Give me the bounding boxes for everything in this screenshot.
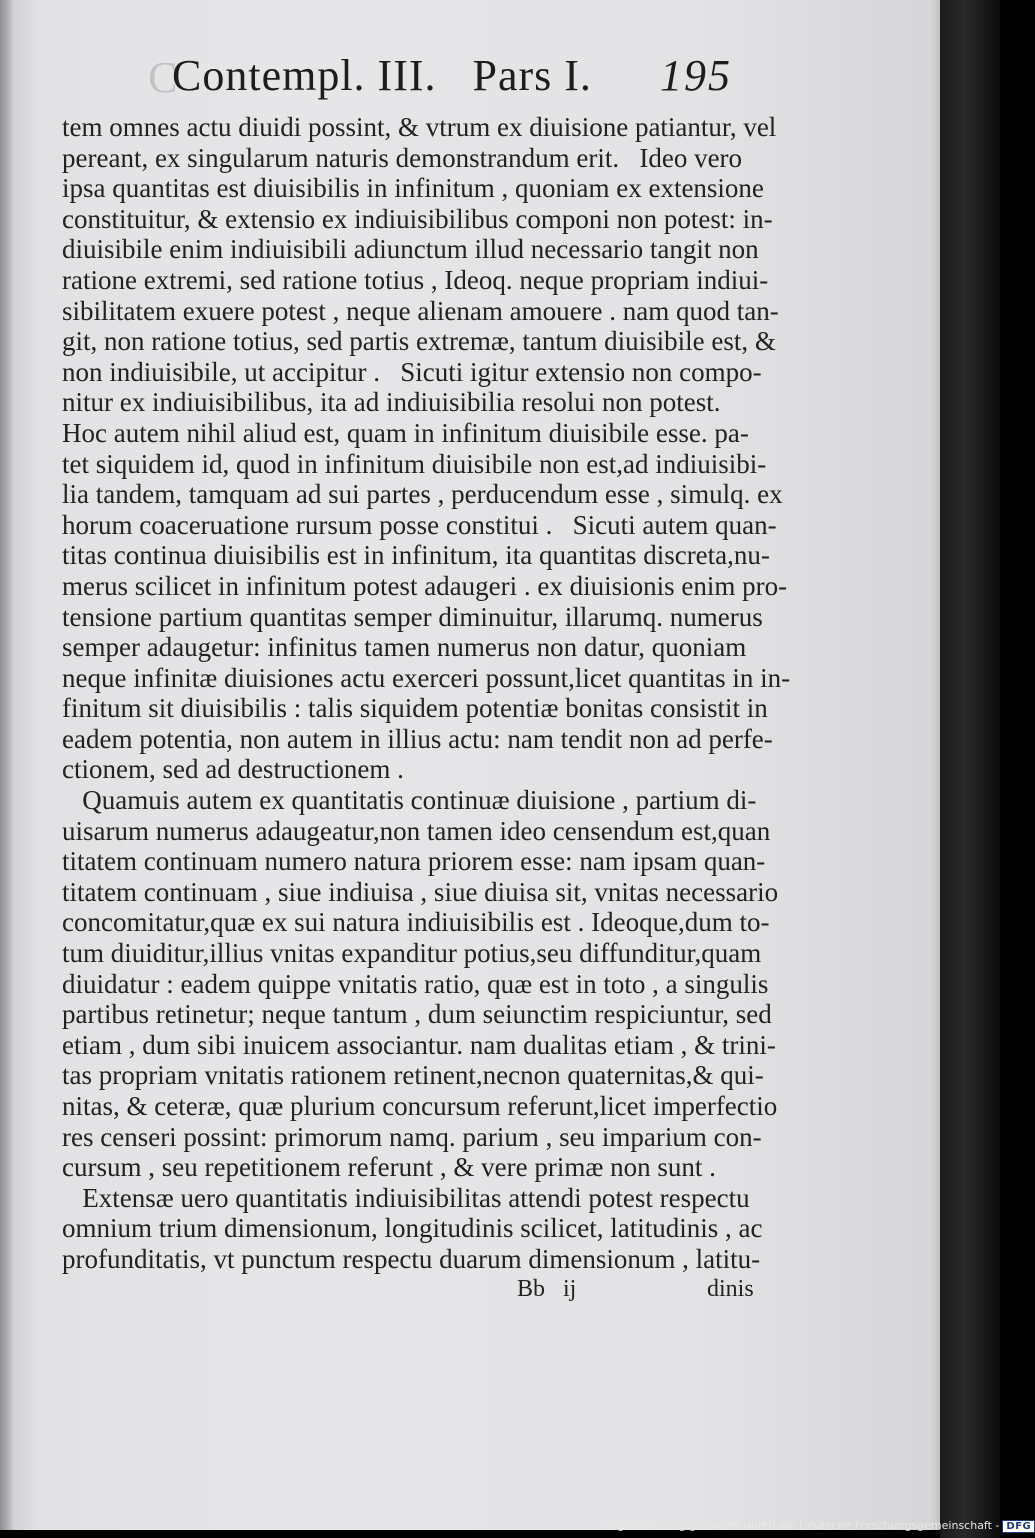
text-line: Quamuis autem ex quantitatis continuæ diuisione , partium di- <box>62 785 757 816</box>
text-line: ipsa quantitas est diuisibilis in infinitum , quoniam ex extensione <box>62 173 764 204</box>
text-line: eadem potentia, non autem in illius actu: nam tendit non ad perfe- <box>62 723 773 754</box>
text-line: sibilitatem exuere potest , neque alienam amouere . nam quod tan- <box>62 295 779 326</box>
text-line: nitas, & ceteræ, quæ plurium concursum referunt,licet imperfectio <box>62 1091 778 1121</box>
page-number: 195 <box>660 51 732 100</box>
text-line: diuisibile enim indiuisibili adiunctum illud necessario tangit non <box>62 234 759 265</box>
text-line: etiam , dum sibi inuicem associantur. nam dualitas etiam , & trini- <box>62 1029 776 1060</box>
signature-mark: Bb ij <box>517 1276 577 1302</box>
body-text <box>62 112 791 1275</box>
text-line: diuidatur : eadem quippe vnitatis ratio, quæ est in toto , a singulis <box>62 968 769 999</box>
text-line: ratione extremi, sed ratione totius , Ideoq. neque propriam indiui- <box>62 264 769 295</box>
text-line: non indiuisibile, ut accipitur . Sicuti igitur extensio non compo- <box>62 356 762 387</box>
text-line: nitur ex indiuisibilibus, ita ad indiuisibilia resolui non potest. <box>62 387 721 418</box>
text-line: semper adaugetur: infinitus tamen numerus non datur, quoniam <box>62 632 747 663</box>
text-line: titatem continuam , siue indiuisa , siue diuisa sit, vnitas necessario <box>62 876 779 907</box>
text-line: partibus retinetur; neque tantum , dum seiunctim respiciuntur, sed <box>62 999 772 1030</box>
text-line: Hoc autem nihil aliud est, quam in infinitum diuisibile esse. pa- <box>62 417 749 448</box>
text-line: merus scilicet in infinitum potest adaugeri . ex diuisionis enim pro- <box>62 570 788 601</box>
gutter-shadow <box>0 0 14 1530</box>
text-line: titas continua diuisibilis est in infinitum, ita quantitas discreta,nu- <box>62 540 770 571</box>
text-line: pereant, ex singularum naturis demonstrandum erit. Ideo vero <box>62 142 743 173</box>
catchword: dinis <box>707 1276 754 1302</box>
text-line: titatem continuam numero natura priorem esse: nam ipsam quan- <box>62 846 766 877</box>
text-line: constituitur, & extensio ex indiuisibilibus componi non potest: in- <box>62 203 773 234</box>
text-line: tum diuiditur,illius vnitas expanditur potius,seu diffunditur,quam <box>62 938 762 969</box>
text-line: lia tandem, tamquam ad sui partes , perducendum esse , simulq. ex <box>62 479 783 510</box>
text-line: horum coaceruatione rursum posse constitui . Sicuti autem quan- <box>62 509 777 540</box>
text-line: ctionem, sed ad destructionem . <box>62 754 404 785</box>
text-line: finitum sit diuisibilis : talis siquidem potentiæ bonitas consistit in <box>62 693 768 724</box>
text-line: tensione partium quantitas semper diminuitur, illarumq. numerus <box>62 601 763 632</box>
show-through-letter: C <box>148 53 179 102</box>
dfg-logo: DFG <box>1002 1520 1035 1533</box>
scan-background <box>940 0 1000 1538</box>
text-line: cursum , seu repetitionem referunt , & vere primæ non sunt . <box>62 1152 716 1183</box>
text-line: concomitatur,quæ ex sui natura indiuisibilis est . Ideoque,dum to- <box>62 907 770 938</box>
text-line: tet siquidem id, quod in infinitum diuisibile non est,ad indiuisibi- <box>62 448 767 479</box>
text-line: Extensæ uero quantitatis indiuisibilitas attendi potest respectu <box>62 1182 750 1213</box>
text-line: omnium trium dimensionum, longitudinis scilicet, latitudinis , ac <box>62 1213 763 1244</box>
running-head-title: Contempl. III. Pars I. <box>172 51 592 100</box>
text-line: tem omnes actu diuidi possint, & vtrum ex diuisione patiantur, vel <box>62 112 777 142</box>
text-line: tas propriam vnitatis rationem retinent,necnon quaternitas,& qui- <box>62 1060 764 1091</box>
text-line: profunditatis, vt punctum respectu duarum dimensionum , latitu- <box>62 1243 761 1274</box>
digitization-credit <box>606 1519 1035 1533</box>
text-line: neque infinitæ diuisiones actu exerceri possunt,licet quantitas in in- <box>62 662 791 693</box>
text-line: uisarum numerus adaugeatur,non tamen ideo censendum est,quan <box>62 815 771 846</box>
credit-text: Digitalisierung gefördert durch die Deutsche Forschungsgemeinschaft - <box>606 1519 1000 1532</box>
running-head <box>130 48 830 104</box>
text-line: git, non ratione totius, sed partis extremæ, tantum diuisibile est, & <box>62 326 776 357</box>
text-line: res censeri possint: primorum namq. parium , seu imparium con- <box>62 1121 762 1152</box>
